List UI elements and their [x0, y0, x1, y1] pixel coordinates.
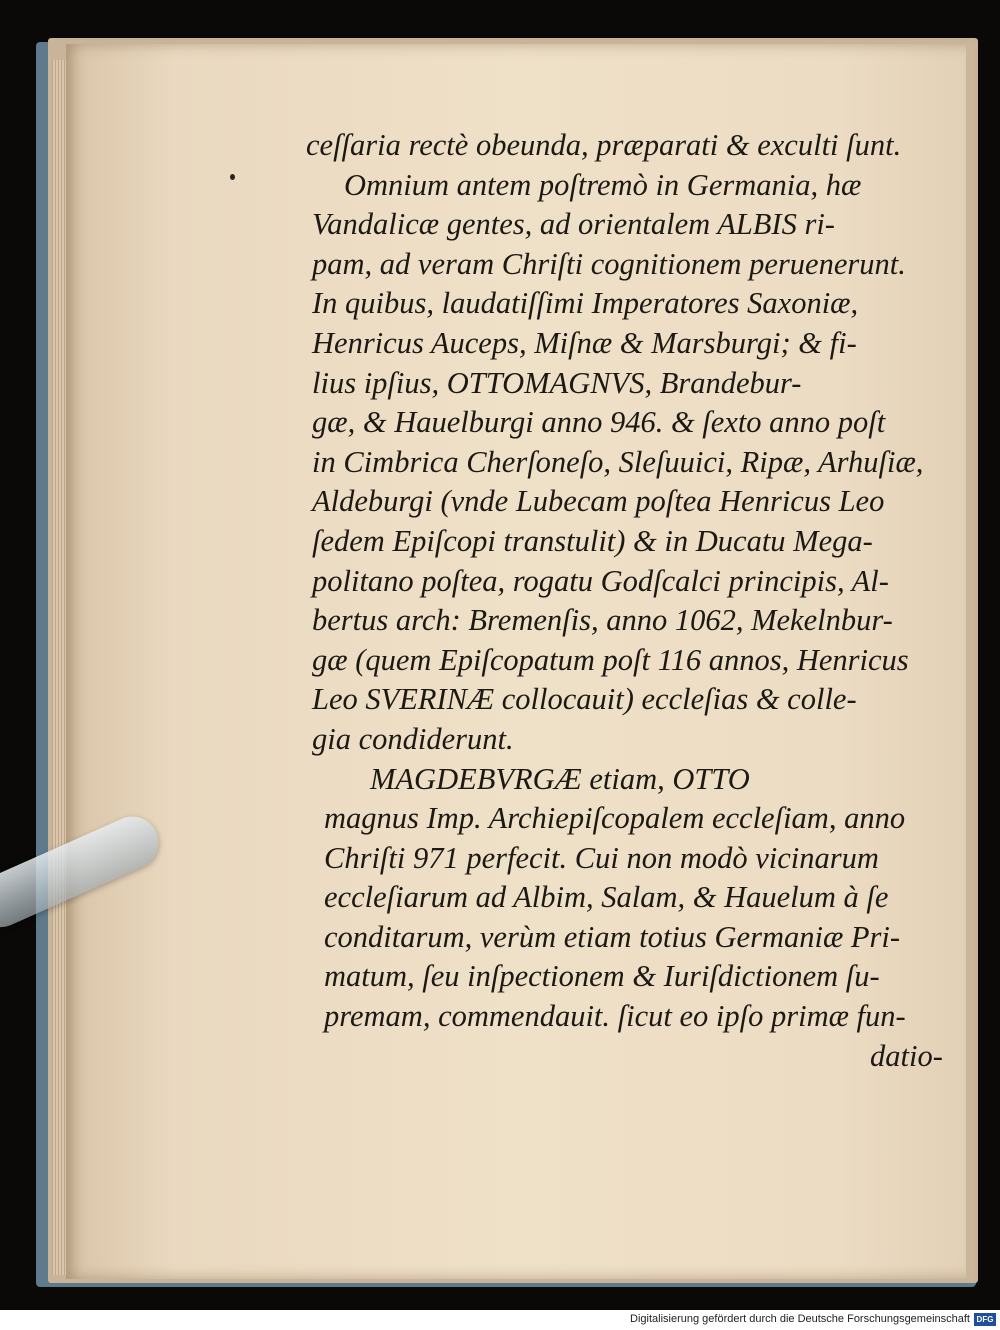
text-line: Leo SVERINÆ collocauit) eccleſias & colle-: [312, 682, 857, 717]
text-line: Chriſti 971 perfecit. Cui non modò vicinarum: [324, 840, 879, 875]
text-line: conditarum, verùm etiam totius Germaniæ Pri-: [324, 919, 901, 954]
text-line: In quibus, laudatiſſimi Imperatores Saxoniæ,: [312, 286, 859, 321]
ink-spot: [230, 174, 235, 180]
page-right-edge: [966, 44, 974, 1279]
text-line: ſedem Epiſcopi transtulit) & in Ducatu Mega-: [312, 523, 873, 558]
text-line: Vandalicæ gentes, ad orientalem ALBIS ri-: [312, 207, 835, 242]
text-line: eccleſiarum ad Albim, Salam, & Hauelum à ſe: [324, 880, 889, 915]
catchword: datio-: [870, 1038, 943, 1073]
text-line: in Cimbrica Cherſoneſo, Sleſuuici, Ripæ, Arhuſiæ,: [312, 444, 924, 479]
text-line: magnus Imp. Archiepiſcopalem eccleſiam, anno: [324, 801, 906, 836]
text-line: Aldeburgi (vnde Lubecam poſtea Henricus Leo: [312, 484, 885, 519]
text-line: premam, commendauit. ſicut eo ipſo primæ fun-: [324, 999, 906, 1034]
funding-credit: Digitalisierung gefördert durch die Deutsche Forschungsgemeinschaft: [630, 1313, 970, 1325]
text-line: ceſſaria rectè obeunda, præparati & exculti ſunt.: [306, 128, 902, 162]
text-line: Henricus Auceps, Miſnæ & Marsburgi; & fi-: [312, 325, 857, 360]
dfg-logo: DFG: [974, 1313, 996, 1326]
text-line: matum, ſeu inſpectionem & Iuriſdictionem ſu-: [324, 959, 880, 994]
text-line: MAGDEBVRGÆ etiam, OTTO: [370, 761, 750, 796]
text-line: Omnium antem poſtremò in Germania, hæ: [344, 167, 862, 202]
text-line: gæ, & Hauelburgi anno 946. & ſexto anno poſt: [312, 405, 886, 440]
text-line: gæ (quem Epiſcopatum poſt 116 annos, Henricus: [312, 642, 909, 677]
text-line: lius ipſius, OTTOMAGNVS, Brandebur-: [312, 365, 802, 400]
text-line: gia condiderunt.: [312, 721, 514, 756]
page-text: [300, 126, 950, 1076]
text-line: politano poſtea, rogatu Godſcalci principis, Al-: [312, 563, 889, 598]
page-edges: [52, 60, 66, 1275]
text-line: bertus arch: Bremenſis, anno 1062, Mekelnbur-: [312, 603, 893, 638]
digitization-footer: [0, 1310, 1000, 1330]
text-line: pam, ad veram Chriſti cognitionem peruenerunt.: [312, 246, 906, 281]
